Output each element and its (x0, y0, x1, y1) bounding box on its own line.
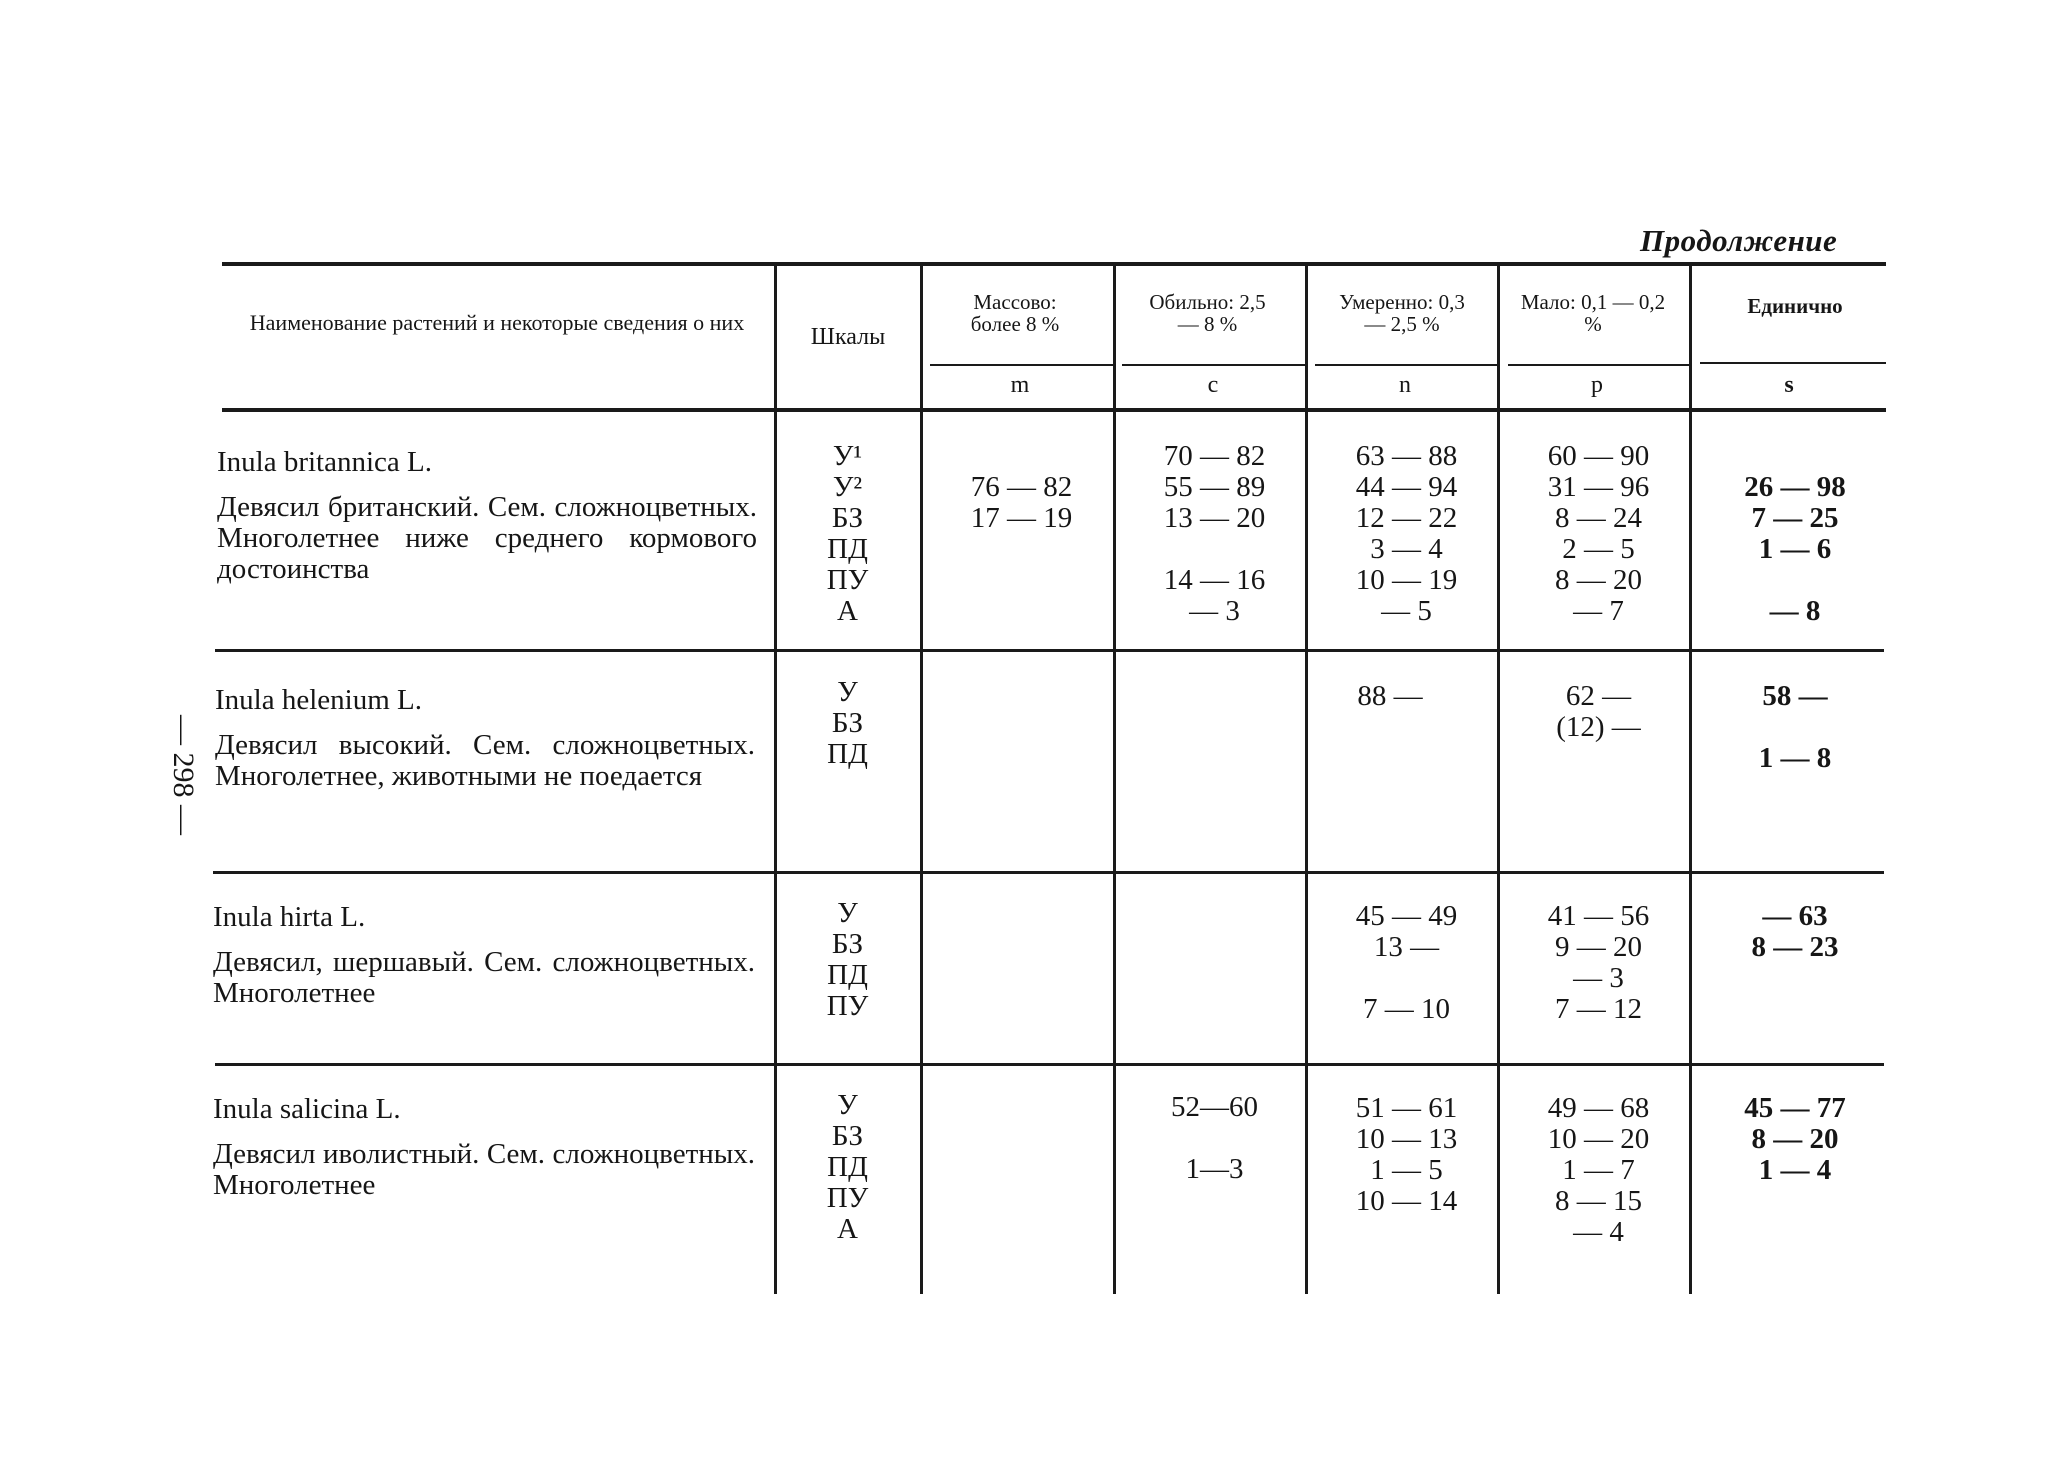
value-cell-n: 51 — 61 10 — 13 1 — 5 10 — 14 (1355, 1092, 1458, 1217)
col-rule-m (920, 266, 923, 1294)
header-sub-rule-c (1122, 364, 1306, 366)
symbol-p: p (1591, 372, 1603, 398)
plant-description: Девясил иволистный. Сем. сложноцветных. Многолетнее (213, 1138, 755, 1201)
value-cell-p: 49 — 68 10 — 20 1 — 7 8 — 15 — 4 (1547, 1092, 1650, 1248)
plant-latin-name: Inula salicina L. (213, 1093, 401, 1125)
value-cell-p: 41 — 56 9 — 20 — 3 7 — 12 (1547, 900, 1650, 1025)
header-sub-rule-m (930, 364, 1113, 366)
value-cell-c: 70 — 82 55 — 89 13 — 20 14 — 16 — 3 (1163, 440, 1266, 627)
value-cell-n: 63 — 88 44 — 94 12 — 22 3 — 4 10 — 19 — 5 (1355, 440, 1458, 627)
col-rule-c (1113, 266, 1116, 1294)
scales-cell: У БЗ ПД ПУ А (826, 1089, 869, 1245)
plant-entry-salicina (213, 1094, 755, 1201)
plant-latin-name: Inula britannica L. (217, 446, 432, 478)
scales-cell: У БЗ ПД ПУ (826, 897, 869, 1022)
plant-description: Девясил, шершавый. Сем. сложноцветных. Многолетнее (213, 946, 755, 1009)
header-bottom-rule (222, 408, 1886, 412)
header-col-n: Умеренно: 0,3 — 2,5 % (1339, 290, 1465, 336)
value-cell-m: 76 — 82 17 — 19 (970, 471, 1073, 534)
header-sub-rule-n (1315, 364, 1499, 366)
plant-entry-helenium (215, 685, 755, 792)
plant-description: Девясил британский. Сем. сложноцветных. Многолетнее ниже среднего кормового достоинства (217, 491, 757, 585)
symbol-s: s (1784, 372, 1794, 398)
value-cell-n: 88 — (1357, 680, 1423, 712)
value-cell-s: 26 — 98 7 — 25 1 — 6 — 8 (1744, 471, 1846, 627)
symbol-c: c (1207, 372, 1219, 398)
value-cell-s: — 63 8 — 23 (1751, 900, 1839, 963)
header-col-m: Массово: более 8 % (970, 290, 1060, 336)
plant-latin-name: Inula helenium L. (215, 684, 422, 716)
row-divider-1 (215, 649, 1884, 652)
header-sub-rule-s (1700, 362, 1886, 364)
header-scales-column: Шкалы (810, 324, 886, 350)
table-top-rule (222, 262, 1886, 266)
scales-cell: У БЗ ПД (827, 676, 868, 770)
header-sub-rule-p (1508, 364, 1692, 366)
plant-latin-name: Inula hirta L. (213, 901, 366, 933)
value-cell-s: 45 — 77 8 — 20 1 — 4 (1744, 1092, 1846, 1186)
value-cell-s: 58 — 1 — 8 (1758, 680, 1832, 774)
value-cell-p: 60 — 90 31 — 96 8 — 24 2 — 5 8 — 20 — 7 (1547, 440, 1650, 627)
plant-entry-hirta (213, 902, 755, 1009)
header-col-c: Обильно: 2,5 — 8 % (1149, 290, 1266, 336)
col-rule-scales (774, 266, 777, 1294)
row-divider-2 (213, 871, 1884, 874)
value-cell-p: 62 — (12) — (1556, 680, 1641, 743)
symbol-n: n (1399, 372, 1411, 398)
value-cell-n: 45 — 49 13 — 7 — 10 (1355, 900, 1458, 1025)
header-name-column: Наименование растений и некоторые сведения о них (249, 310, 745, 335)
plant-description: Девясил высокий. Сем. сложноцветных. Многолетнее, животными не поедается (215, 729, 755, 792)
row-divider-3 (215, 1063, 1884, 1066)
value-cell-c: 52—60 1—3 (1171, 1091, 1258, 1185)
symbol-m: m (1010, 372, 1030, 398)
page-number: — 298 — (167, 715, 200, 835)
plant-entry-britannica (217, 447, 757, 585)
header-col-s: Единично (1747, 294, 1843, 318)
scales-cell: У¹ У² БЗ ПД ПУ А (826, 440, 869, 627)
continuation-label: Продолжение (1640, 223, 1838, 258)
header-col-p: Мало: 0,1 — 0,2 % (1520, 290, 1666, 336)
